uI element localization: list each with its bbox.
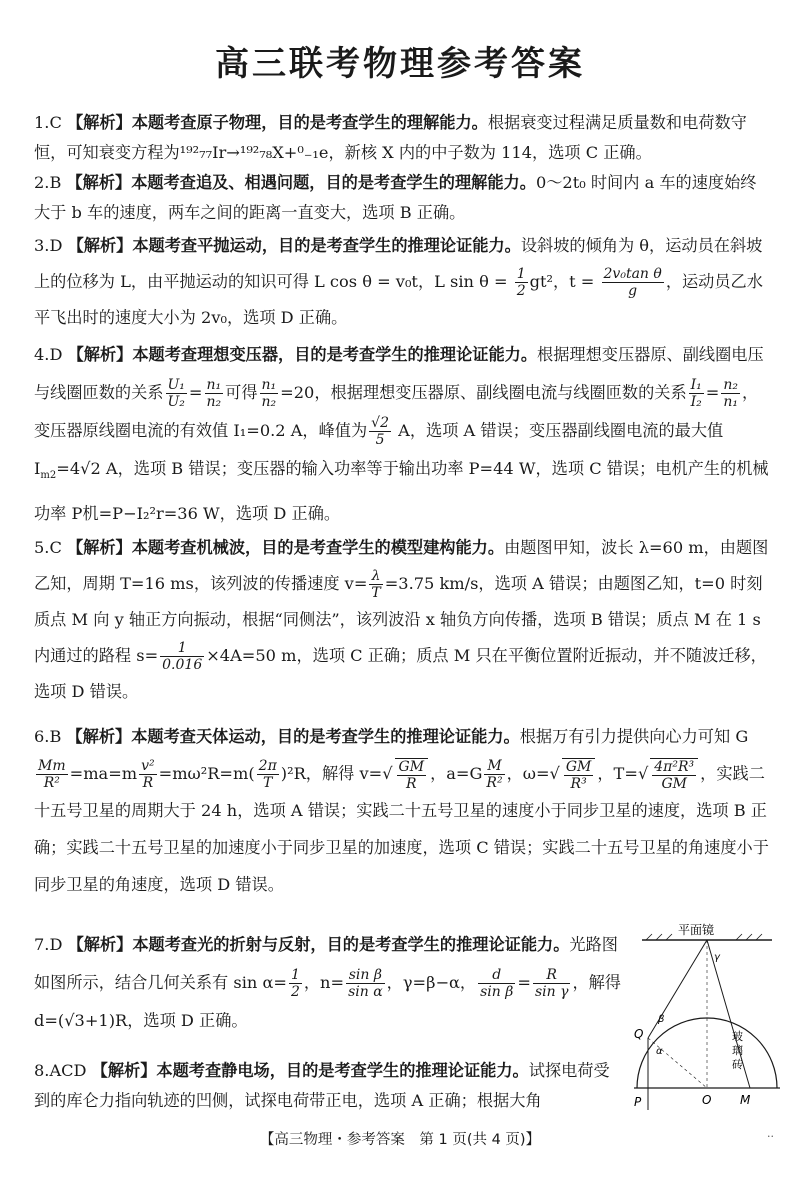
fraction-u: $\frac{\text{U₁}}{\text{U₂}}$ (167, 377, 185, 410)
analysis-tag: 【解析】 (67, 935, 133, 954)
glass-label-1: 玻 (732, 1030, 743, 1043)
answer-item-1 (34, 108, 770, 168)
fraction-n: $\frac{\text{n₁}}{\text{n₂}}$ (206, 377, 222, 410)
fraction-GM-R3: $\frac{GM}{\text{R³}}$ (562, 758, 596, 792)
item-number: 1.C (34, 113, 62, 132)
label-beta: β (658, 1014, 665, 1025)
page-title: 高三联考物理参考答案 (215, 44, 585, 84)
item-number: 7.D (34, 935, 63, 954)
glass-label-2: 璃 (732, 1044, 743, 1057)
answer-item-2 (34, 168, 770, 228)
fraction-path: $\frac{1}{0.016}$ (162, 640, 203, 673)
label-gamma: γ (714, 952, 720, 963)
item-text: 光路图如图所示，结合几何关系有 sin α= (34, 935, 618, 992)
item-number: 4.D (34, 345, 63, 364)
item-text: ×4A=50 m，选项 C 正确；质点 M 只在平衡位置附近振动，并不随波迁移，选项 D 错误。 (34, 646, 767, 701)
page-footer: 【高三物理・参考答案 第 1 页(共 4 页)】 (259, 1132, 541, 1148)
analysis-tag: 【解析】 (67, 538, 132, 557)
item-lead: 本题考查静电场，目的是考查学生的推理论证能力。 (156, 1061, 529, 1080)
fraction-i: $\frac{\text{I₁}}{\text{I₂}}$ (690, 377, 702, 410)
label-P: P (634, 1095, 642, 1109)
fraction-half: $\frac{1}{2}$ (516, 266, 526, 299)
fraction-d-sinb: $\frac{d}{\text{sin β}}$ (480, 967, 514, 1000)
ray-refracted (648, 940, 707, 1038)
subscript: m2 (40, 470, 57, 482)
answer-item-7 (34, 926, 624, 1040)
fraction-v2-R: $\frac{\text{v²}}{R}$ (141, 758, 155, 791)
item-text: ，变压器原线圈电流的有效值 I₁=0.2 A，峰值为 (34, 383, 759, 440)
item-text: ，γ=β−α， (386, 973, 477, 992)
item-lead: 本题考查理想变压器，目的是考查学生的推理论证能力。 (132, 345, 538, 364)
fraction-GM-R: $\frac{GM}{R}$ (395, 758, 429, 792)
item-text: 根据万有引力提供向心力可知 G (519, 727, 749, 746)
analysis-tag: 【解析】 (66, 173, 132, 192)
fraction-t: $\frac{\text{2v₀tan θ}}{g}$ (603, 266, 662, 299)
answer-item-8 (34, 1056, 624, 1116)
item-text: ，ω= (506, 764, 550, 783)
item-number: 5.C (34, 538, 62, 557)
item-text: )²R，解得 v= (280, 764, 383, 783)
fraction-T-root: $\frac{\text{4π²R³}}{GM}$ (650, 758, 698, 792)
answer-item-4: 4.D 【解析】本题考查理想变压器，目的是考查学生的推理论证能力。根据理想变压器原、副线圈电压与线圈匝数的关系 $\frac{\text{U₁}}{\text{U₂}}$ = $\frac{\text{n₁}}{\text{n₂}}$ 可得 $\frac{\text{n₁}}{\text{n₂}}$ =20，根据理想变压器原、副线圈电流与线圈匝数的关系 $\frac{\text{I₁}}{\text{I₂}}$ = $\frac{\text{n₂}}{\text{n₁}}$ ，变压器原线圈电流的有效值 I₁=0.2 A，峰值为 $\frac{√2}{5}$ A，选项 A 错误；变压器副线圈电流的最大值 $I_{m2}=4√2$ A，选项 B 错误；变压器的输入功率等于输出功率 P=44 W，选项 C 错误；电机产生的机械功率 P机=P−I₂²r=36 W，选项 D 正确。 (34, 345, 769, 524)
item-number: 2.B (34, 173, 62, 192)
item-text: =3.75 km/s，选项 A 错误；由题图乙知，t=0 时刻质点 M 向 y 轴正方向振动，根据“同侧法”，该列波沿 x 轴负方向传播，选项 B 错误；质点 M 在 1 s 内通过的路程 s= (34, 574, 763, 665)
answer-item-5 (34, 530, 770, 710)
fraction-M-R2: $\frac{M}{\text{R²}}$ (486, 758, 503, 791)
item-text: 试探电荷受到的库仑力指向轨迹的凹侧，试探电荷带正电，选项 A 正确；根据大角 (34, 1061, 610, 1110)
answer-item-3 (34, 228, 770, 336)
item-lead: 本题考查追及、相遇问题，目的是考查学生的理解能力。 (131, 173, 536, 192)
label-alpha: α (656, 1046, 663, 1057)
analysis-tag: 【解析】 (67, 113, 132, 132)
item-text: =ma=m (69, 764, 138, 783)
item-number: 6.B (34, 727, 62, 746)
item-number: 8.ACD (34, 1061, 87, 1080)
item-text: ，解得 d=(√3+1)R，选项 D 正确。 (34, 973, 621, 1030)
fraction-lambda-T: $\frac{\lambda}{T}$ (371, 568, 381, 601)
item-text: 可得 (225, 383, 258, 402)
item-lead: 本题考查机械波，目的是考查学生的模型建构能力。 (131, 538, 505, 557)
item-text: ，运动员乙水平飞出时的速度大小为 2v₀，选项 D 正确。 (34, 272, 763, 327)
item-text: A，选项 A 错误；变压器副线圈电流的最大值 I (34, 421, 724, 478)
fraction-n2: $\frac{\text{n₁}}{\text{n₂}}$ (261, 377, 277, 410)
item-text: 根据理想变压器原、副线圈电压与线圈匝数的关系 (34, 345, 764, 402)
item-text: ，T= (597, 764, 638, 783)
item-text: ，a=G (430, 764, 483, 783)
item-lead: 本题考查天体运动，目的是考查学生的推理论证能力。 (131, 727, 520, 746)
mirror-label: 平面镜 (678, 923, 715, 937)
item-text: =4√2 A，选项 B 错误；变压器的输入功率等于输出功率 P=44 W，选项 C 错误；电机产生的机械功率 P机=P−I₂²r=36 W，选项 D 正确。 (34, 459, 769, 524)
fraction-half-2: $\frac{1}{2}$ (290, 967, 300, 1000)
item-text: gt²，t = (529, 272, 600, 291)
item-text: ，n= (303, 973, 345, 992)
label-Q: Q (634, 1027, 644, 1041)
item-text: 设斜坡的倾角为 θ，运动员在斜坡上的位移为 L，由平抛运动的知识可得 L cos θ = v₀t，L sin θ = (34, 236, 763, 291)
item-text: =mω²R=m( (158, 764, 255, 783)
fraction-2pi-T: $\frac{2\pi}{T}$ (258, 758, 277, 791)
answer-item-6: 6.B 【解析】本题考查天体运动，目的是考查学生的推理论证能力。根据万有引力提供向心力可知 G $\frac{Mm}{\text{R²}}$ =ma=m $\frac{\text{v²}}{R}$ =mω²R=m( $\frac{2\pi}{T}$ )²R，解得 v=√ $\frac{GM}{R}$ ，a=G $\frac{M}{\text{R²}}$ ，ω=√ $\frac{GM}{\text{R³}}$ ，T=√ $\frac{\text{4π²R³}}{GM}$ ，实践二十五号卫星的周期大于 24 h，选项 A 错误；实践二十五号卫星的速度小于同步卫星的速度，选项 B 正确；实践二十五号卫星的加速度小于同步卫星的加速度，选项 C 错误；实践二十五号卫星的角速度小于同步卫星的角速度，选项 D 错误。 (34, 727, 769, 894)
optics-diagram (632, 920, 782, 1110)
fraction-peak: $\frac{√2}{5}$ (371, 415, 389, 448)
item-text: = (517, 973, 531, 992)
item-text: 由题图甲知，波长 λ=60 m，由题图乙知，周期 T=16 ms，该列波的传播速度 v= (34, 538, 769, 593)
corner-mark: ·· (767, 1130, 774, 1143)
label-O: O (702, 1093, 712, 1107)
fraction-n-inv: $\frac{\text{n₂}}{\text{n₁}}$ (723, 377, 739, 410)
item-text: ，实践二十五号卫星的周期大于 24 h，选项 A 错误；实践二十五号卫星的速度小于同步卫星的速度，选项 B 正确；实践二十五号卫星的加速度小于同步卫星的加速度，选项 C 错误；实践二十五号卫星的角速度小于同步卫星的角速度，选项 D 错误。 (34, 764, 769, 894)
fraction-sinb-sina: $\frac{\text{sin β}}{\text{sin α}}$ (348, 967, 383, 1000)
item-number: 3.D (34, 236, 63, 255)
item-text: =20，根据理想变压器原、副线圈电流与线圈匝数的关系 (280, 383, 687, 402)
fraction-Mm-R2: $\frac{Mm}{\text{R²}}$ (38, 758, 66, 791)
item-lead: 本题考查光的折射与反射，目的是考查学生的推理论证能力。 (132, 935, 570, 954)
glass-label-3: 砖 (732, 1058, 743, 1071)
analysis-tag: 【解析】 (67, 345, 133, 364)
item-text: 0～2t₀ 时间内 a 车的速度始终大于 b 车的速度，两车之间的距离一直变大，选项 B 正确。 (34, 173, 757, 222)
item-text: 根据衰变过程满足质量数和电荷数守恒，可知衰变方程为¹⁹²₇₇Ir→¹⁹²₇₈X+⁰₋₁e，新核 X 内的中子数为 114，选项 C 正确。 (34, 113, 747, 162)
fraction-R-sing: $\frac{R}{\text{sin γ}}$ (534, 967, 569, 1000)
analysis-tag: 【解析】 (91, 1061, 157, 1080)
label-M: M (740, 1093, 751, 1107)
item-lead: 本题考查原子物理，目的是考查学生的理解能力。 (131, 113, 488, 132)
analysis-tag: 【解析】 (66, 727, 132, 746)
analysis-tag: 【解析】 (67, 236, 133, 255)
item-lead: 本题考查平抛运动，目的是考查学生的推理论证能力。 (132, 236, 521, 255)
